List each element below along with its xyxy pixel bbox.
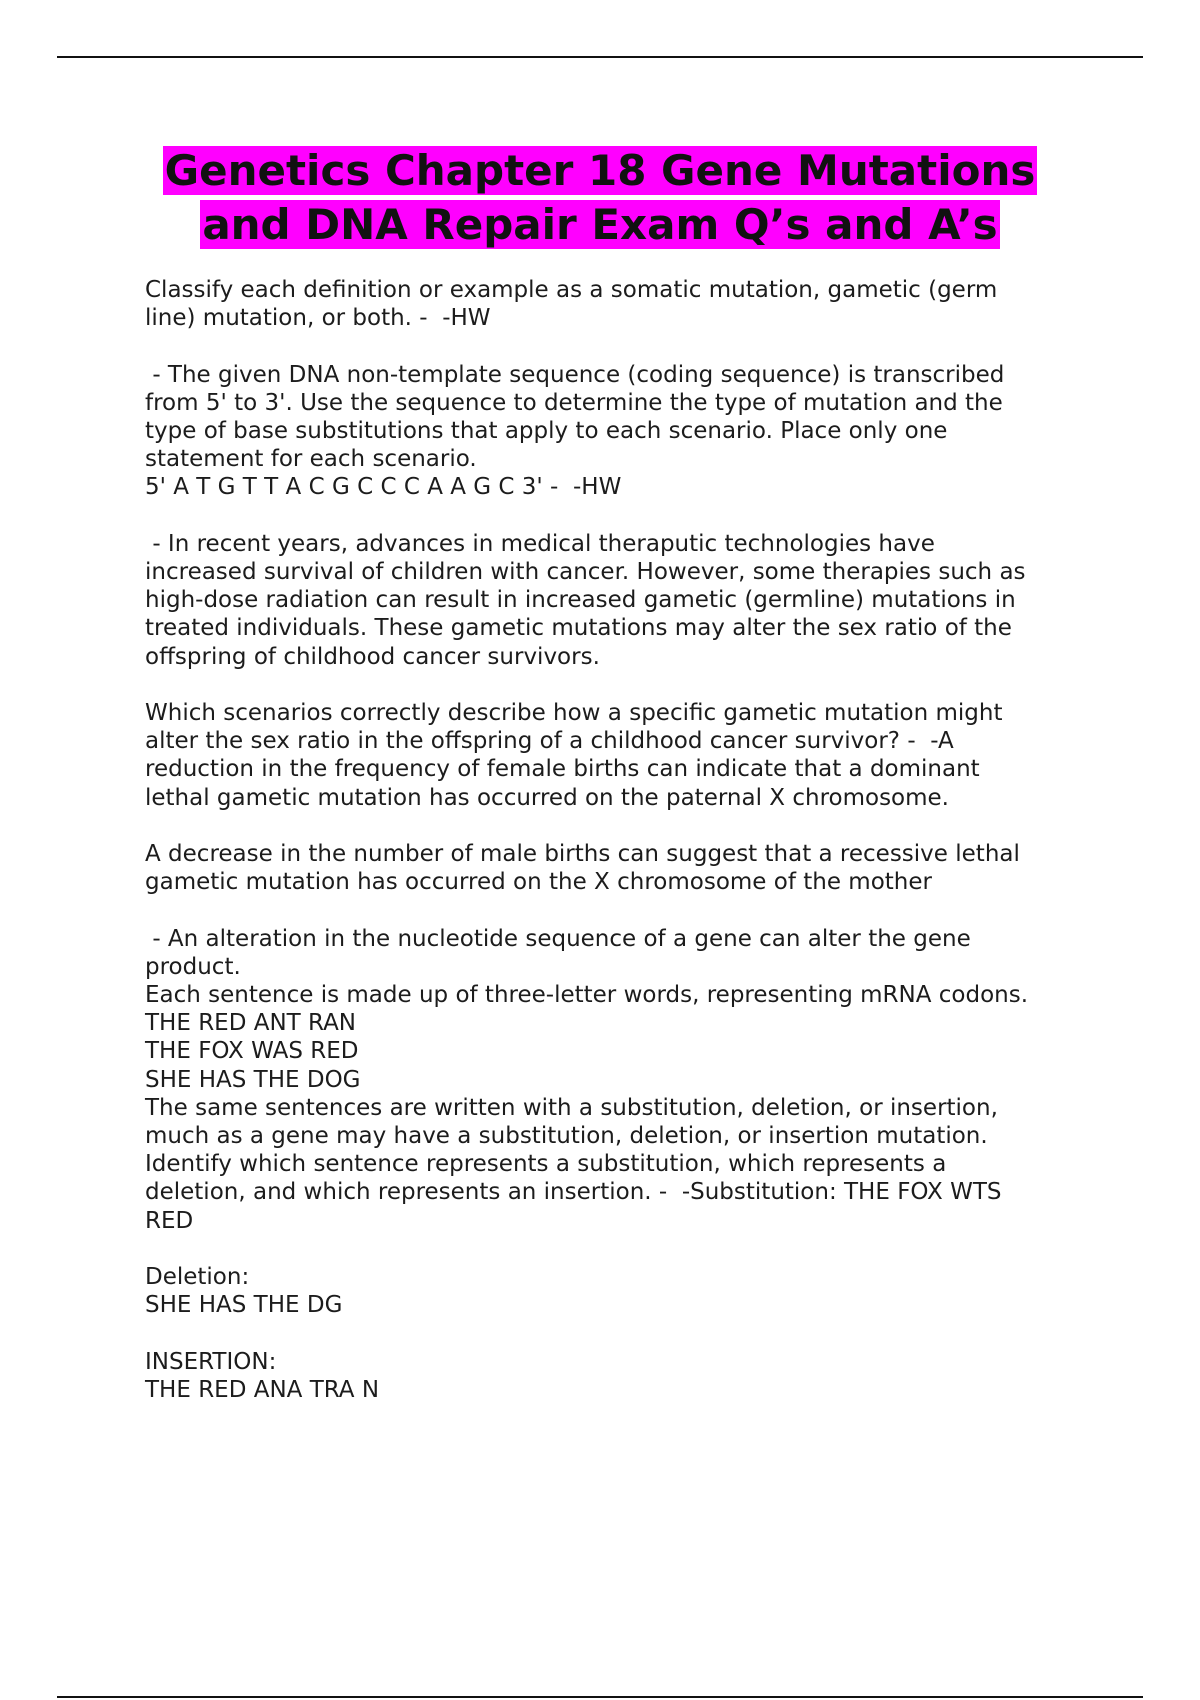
text-line: high-dose radiation can result in increased gametic (germline) mutations in [145,587,1016,614]
text-line: line) mutation, or both. - -HW [145,305,491,332]
text-line: lethal gametic mutation has occurred on the paternal X chromosome. [145,784,949,811]
paragraph [145,925,1085,1235]
text-line: treated individuals. These gametic mutations may alter the sex ratio of the [145,615,1012,642]
text-line: deletion, and which represents an insertion. - -Substitution: THE FOX WTS [145,1179,1002,1206]
text-line: Classify each definition or example as a somatic mutation, gametic (germ [145,277,998,303]
text-line: INSERTION: [145,1348,277,1375]
text-line: The same sentences are written with a substitution, deletion, or insertion, [145,1094,998,1121]
text-line: gametic mutation has occurred on the X chromosome of the mother [145,869,932,896]
text-line: statement for each scenario. [145,446,477,473]
paragraph [145,1263,1085,1319]
text-line: Which scenarios correctly describe how a specific gametic mutation might [145,700,1003,726]
text-line: THE RED ANA TRA N [145,1376,380,1403]
text-line: alter the sex ratio in the offspring of a childhood cancer survivor? - -A [145,728,954,755]
text-line: A decrease in the number of male births can suggest that a recessive lethal [145,841,1020,867]
document-title [60,144,1140,252]
paragraph [145,530,1085,671]
paragraph [145,361,1085,502]
text-line: offspring of childhood cancer survivors. [145,643,600,670]
text-line: THE FOX WAS RED [145,1038,359,1065]
document-body [145,276,1085,1432]
title-line-1: Genetics Chapter 18 Gene Mutations [164,146,1036,195]
paragraph [145,276,1085,332]
paragraph [145,699,1085,812]
text-line: - The given DNA non-template sequence (coding sequence) is transcribed [145,361,1005,388]
text-line: much as a gene may have a substitution, deletion, or insertion mutation. [145,1123,988,1150]
text-line: Deletion: [145,1264,250,1291]
text-line: - An alteration in the nucleotide sequence of a gene can alter the gene [145,925,971,952]
text-line: increased survival of children with cancer. However, some therapies such as [145,559,1026,585]
paragraph [145,840,1085,896]
text-line: SHE HAS THE DG [145,1292,343,1319]
text-line: Identify which sentence represents a substitution, which represents a [145,1151,947,1178]
paragraph [145,1348,1085,1404]
text-line: product. [145,953,241,980]
text-line: from 5' to 3'. Use the sequence to determine the type of mutation and the [145,389,1003,416]
text-line: reduction in the frequency of female births can indicate that a dominant [145,756,980,783]
text-line: type of base substitutions that apply to each scenario. Place only one [145,418,948,444]
top-divider [57,56,1143,58]
text-line: SHE HAS THE DOG [145,1066,361,1093]
text-line: - In recent years, advances in medical theraputic technologies have [145,530,935,557]
text-line: Each sentence is made up of three-letter words, representing mRNA codons. [145,982,1029,1008]
text-line: RED [145,1207,194,1234]
text-line: THE RED ANT RAN [145,1010,357,1037]
bottom-divider [57,1696,1143,1698]
title-line-2: and DNA Repair Exam Q’s and A’s [202,200,998,249]
text-line: 5' A T G T T A C G C C C A A G C 3' - -HW [145,474,622,501]
